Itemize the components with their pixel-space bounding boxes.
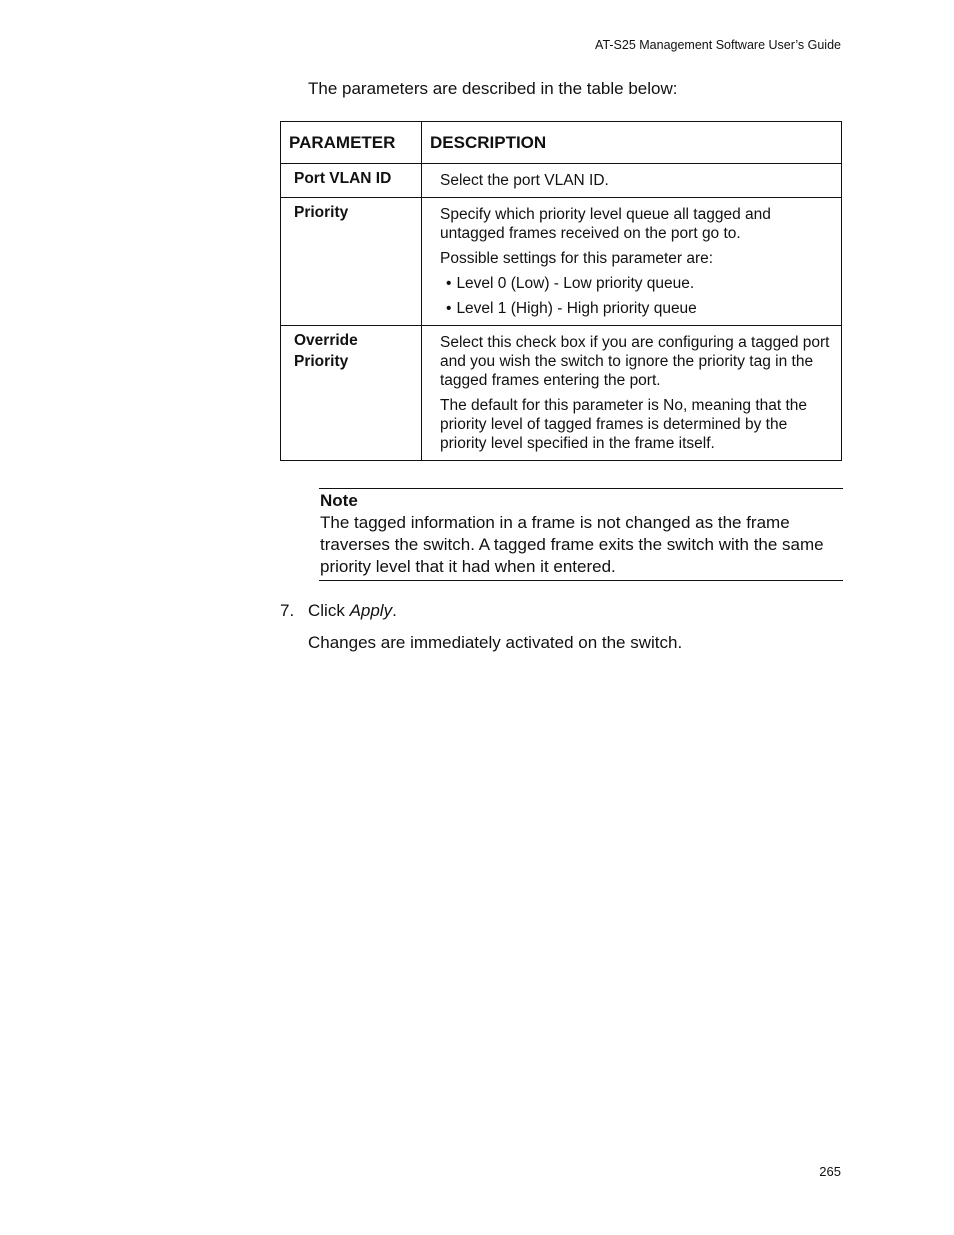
bullet-icon: • — [446, 300, 452, 317]
parameter-name-line: Priority — [294, 353, 349, 370]
parameter-name-line: Priority — [294, 204, 349, 221]
parameter-name — [281, 164, 422, 198]
result-text: Changes are immediately activated on the switch. — [308, 633, 683, 652]
note-box — [319, 488, 843, 581]
parameters-table — [280, 121, 842, 461]
bullet-text: Level 1 (High) - High priority queue — [456, 300, 697, 317]
description-paragraph: Possible settings for this parameter are: — [440, 250, 714, 267]
step-number: 7. — [280, 601, 295, 620]
step-emphasis: Apply — [349, 601, 393, 620]
bullet-item — [446, 274, 831, 293]
description-paragraph: Specify which priority level queue all tagged and untagged frames received on the port go to. — [440, 206, 771, 242]
step-prefix: Click — [308, 601, 350, 620]
page-number: 265 — [819, 1164, 841, 1179]
column-header-parameter: PARAMETER — [281, 122, 422, 164]
parameter-name-line: Override — [294, 332, 358, 349]
note-title: Note — [320, 491, 358, 510]
bullet-item — [446, 299, 831, 318]
table-row — [281, 326, 842, 461]
running-header: AT-S25 Management Software User’s Guide — [595, 38, 841, 52]
parameter-description — [422, 326, 842, 461]
note-body: The tagged information in a frame is not changed as the frame traverses the switch. A tagged frame exits the switch with the same priority level that it had when it entered. — [320, 513, 824, 576]
parameter-name-line: Port VLAN ID — [294, 170, 392, 187]
step-7 — [280, 601, 397, 621]
description-paragraph: The default for this parameter is No, meaning that the priority level of tagged frames is determined by the priority level specified in the frame itself. — [440, 397, 808, 452]
parameter-description — [422, 198, 842, 326]
table-row — [281, 198, 842, 326]
bullet-icon: • — [446, 275, 452, 292]
description-paragraph: Select this check box if you are configuring a tagged port and you wish the switch to ignore the priority tag in the tagged frames entering the port. — [440, 334, 830, 389]
table-header-row — [281, 122, 842, 164]
step-suffix: . — [392, 601, 397, 620]
parameter-name — [281, 198, 422, 326]
bullet-text: Level 0 (Low) - Low priority queue. — [456, 275, 695, 292]
parameter-description — [422, 164, 842, 198]
description-paragraph: Select the port VLAN ID. — [440, 172, 609, 189]
column-header-description: DESCRIPTION — [422, 122, 842, 164]
parameter-name — [281, 326, 422, 461]
table-row — [281, 164, 842, 198]
intro-text: The parameters are described in the table below: — [308, 79, 678, 98]
